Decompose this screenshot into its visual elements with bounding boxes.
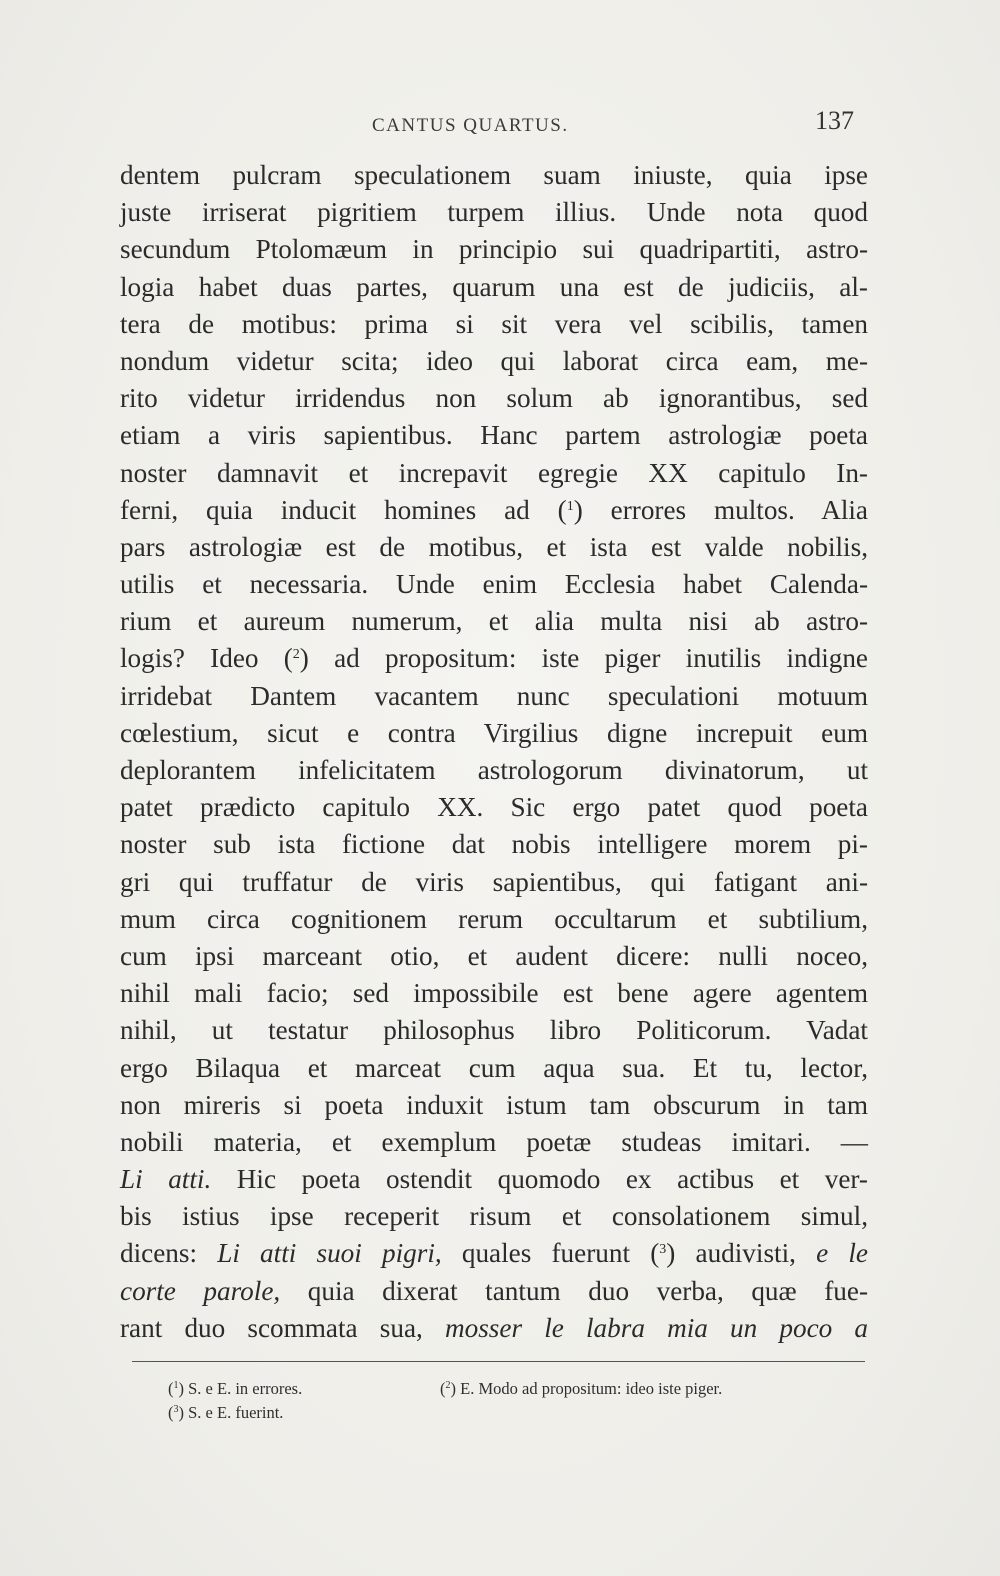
text-line: juste irriserat pigritiem turpem illius. Unde nota quod bbox=[120, 197, 868, 228]
text-line: utilis et necessaria. Unde enim Ecclesia habet Calenda- bbox=[120, 569, 868, 600]
text-line: dentem pulcram speculationem suam iniuste, quia ipse bbox=[120, 160, 868, 190]
text-line: logis? Ideo ($^2$) ad propositum: iste piger inutilis indigne bbox=[120, 643, 869, 674]
text-line: nondum videtur scita; ideo qui laborat circa eam, me- bbox=[120, 345, 868, 376]
text-line: cœlestium, sicut e contra Virgilius digne increpuit eum bbox=[120, 717, 868, 748]
text-line: cum ipsi marceant otio, et audent dicere: nulli noceo, bbox=[120, 940, 868, 971]
text-line: dicens: Li atti suoi pigri, quales fuerunt ($^3$) audivisti, e le bbox=[120, 1238, 868, 1269]
text-line: irridebat Dantem vacantem nunc speculationi motuum bbox=[120, 680, 868, 711]
text-line: nihil mali facio; sed impossibile est bene agere agentem bbox=[120, 978, 868, 1009]
text-line: noster damnavit et increpavit egregie XX capitulo In- bbox=[120, 457, 868, 488]
text-line: nihil, ut testatur philosophus libro Politicorum. Vadat bbox=[120, 1015, 868, 1046]
italic-lemma: Li atti. bbox=[120, 1164, 212, 1195]
footnote-ref[interactable]: 1 bbox=[566, 498, 574, 514]
footnote-ref[interactable]: 3 bbox=[659, 1242, 667, 1258]
text-line: rant duo scommata sua, mosser le labra mia un poco a bbox=[120, 1312, 869, 1343]
text-line: gri qui truffatur de viris sapientibus, qui fatigant ani- bbox=[120, 866, 868, 897]
text-line: corte parole, quia dixerat tantum duo verba, quæ fue- bbox=[120, 1275, 868, 1306]
footnote-2: ($^2$) E. Modo ad propositum: ideo iste piger. bbox=[440, 1379, 723, 1398]
running-head: CANTUS QUARTUS. bbox=[372, 115, 569, 136]
text-line: ferni, quia inducit homines ad ($^1$) errores multos. Alia bbox=[120, 494, 869, 525]
body-text bbox=[120, 157, 868, 1347]
text-line: etiam a viris sapientibus. Hanc partem astrologiæ poeta bbox=[120, 420, 868, 451]
text-line: logia habet duas partes, quarum una est de judiciis, al- bbox=[120, 271, 868, 302]
text-line: ergo Bilaqua et marceat cum aqua sua. Et tu, lector, bbox=[120, 1052, 868, 1083]
text-line: noster sub ista fictione dat nobis intelligere morem pi- bbox=[120, 829, 868, 860]
text-line: rium et aureum numerum, et alia multa nisi ab astro- bbox=[120, 606, 868, 637]
text-line: bis istius ipse receperit risum et consolationem simul, bbox=[120, 1201, 868, 1232]
text-line: Li atti. Hic poeta ostendit quomodo ex actibus et ver- bbox=[120, 1164, 868, 1195]
footnote-rule bbox=[132, 1361, 865, 1362]
text-line: non mireris si poeta induxit istum tam obscurum in tam bbox=[120, 1089, 868, 1120]
text-line: patet prædicto capitulo XX. Sic ergo patet quod poeta bbox=[120, 792, 868, 823]
footnote-1: ($^1$) S. e E. in errores. bbox=[168, 1379, 303, 1398]
text-line: nobili materia, et exemplum poetæ studeas imitari. — bbox=[120, 1126, 868, 1157]
text-line: tera de motibus: prima si sit vera vel scibilis, tamen bbox=[120, 308, 868, 339]
italic-quote: Li atti suoi pigri, bbox=[217, 1238, 442, 1269]
footnote-ref[interactable]: 2 bbox=[292, 647, 300, 663]
text-line: mum circa cognitionem rerum occultarum et subtilium, bbox=[120, 903, 868, 934]
italic-quote: e le bbox=[816, 1238, 868, 1269]
text-line: rito videtur irridendus non solum ab ignorantibus, sed bbox=[120, 383, 868, 414]
text-line: deplorantem infelicitatem astrologorum divinatorum, ut bbox=[120, 755, 868, 785]
text-line: pars astrologiæ est de motibus, et ista est valde nobilis, bbox=[120, 531, 868, 562]
page-number: 137 bbox=[815, 106, 854, 135]
italic-quote: corte parole, bbox=[120, 1275, 281, 1306]
footnote-3: ($^3$) S. e E. fuerint. bbox=[168, 1403, 284, 1422]
italic-quote: mosser le labra mia un poco a bbox=[445, 1312, 869, 1343]
text-line: secundum Ptolomæum in principio sui quadripartiti, astro- bbox=[120, 234, 868, 265]
